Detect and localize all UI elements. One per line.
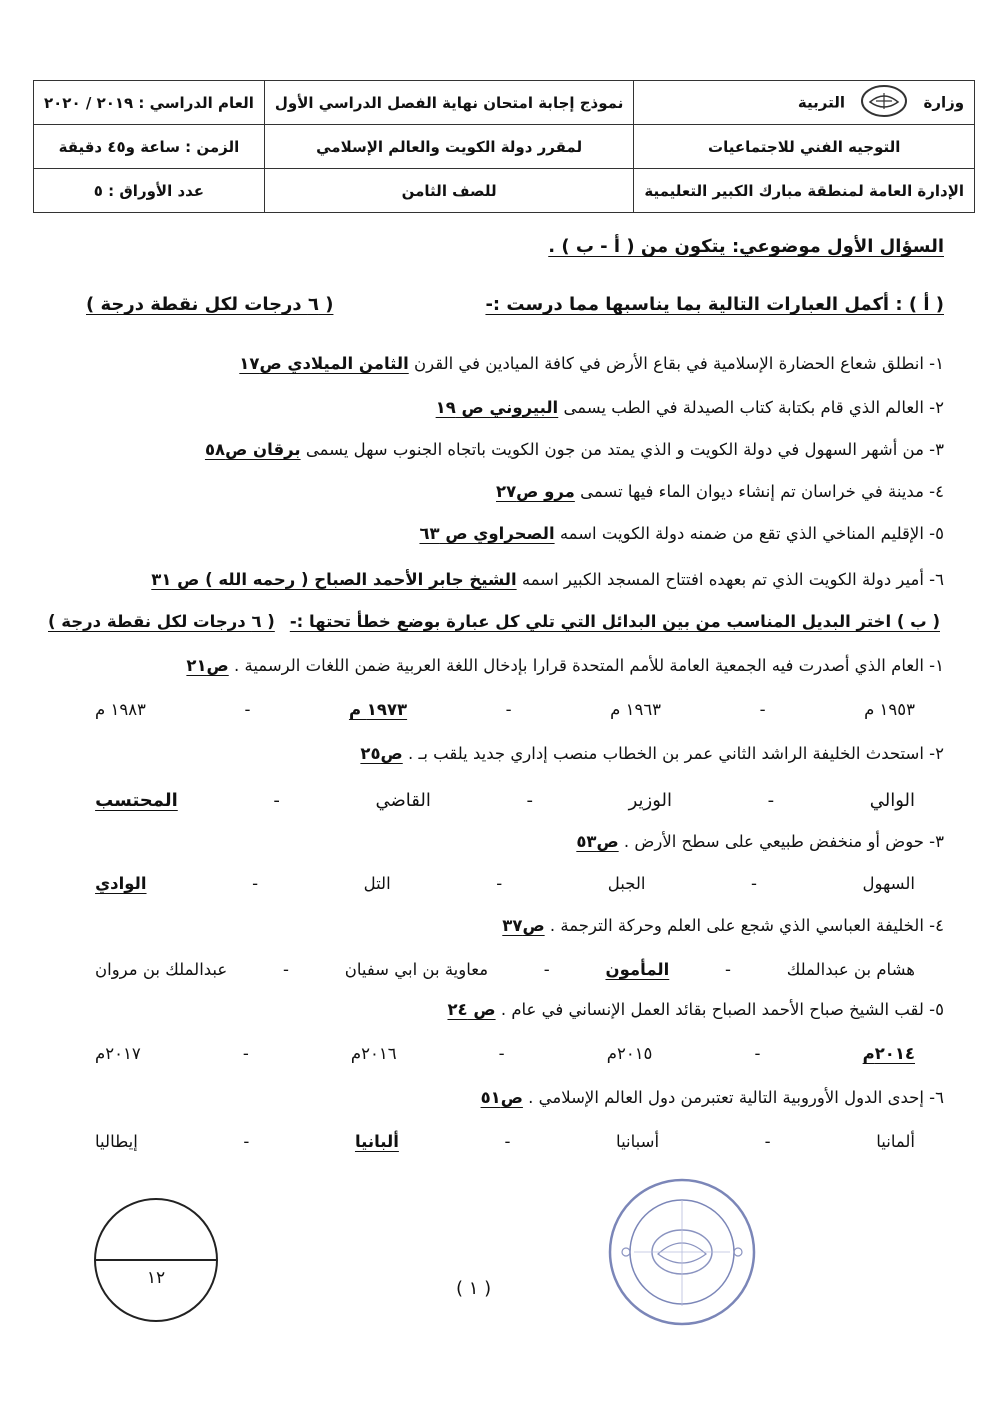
header-time: الزمن : ساعة و٤٥ دقيقة bbox=[34, 125, 265, 169]
part-b-marks: ( ٦ درجات لكل نقطة درجة ) bbox=[48, 612, 275, 631]
part-b-question: ٣- حوض أو منخفض طبيعي على سطح الأرض . ص٥٣ bbox=[576, 832, 944, 851]
option[interactable]: الوالي bbox=[869, 790, 915, 811]
option[interactable]: الوزير bbox=[628, 790, 672, 811]
part-a-item: ٣- من أشهر السهول في دولة الكويت و الذي يمتد من جون الكويت باتجاه الجنوب سهل يسمى برقان ص٥٨ bbox=[204, 440, 944, 459]
page-number: ( ١ ) bbox=[456, 1278, 492, 1299]
header-grade: للصف الثامن bbox=[264, 169, 633, 213]
question-1-title: السؤال الأول موضوعي: يتكون من ( أ - ب ) . bbox=[548, 236, 944, 257]
part-b-options: الوالي - الوزير - القاضي - المحتسب bbox=[95, 790, 915, 811]
part-a-item: ٢- العالم الذي قام بكتابة كتاب الصيدلة في الطب يسمى البيروني ص ١٩ bbox=[435, 398, 944, 417]
part-a-item: ٤- مدينة في خراسان تم إنشاء ديوان الماء فيها تسمى مرو ص٢٧ bbox=[496, 482, 944, 501]
kuwait-emblem-icon bbox=[860, 84, 908, 122]
part-b-question: ٦- إحدى الدول الأوروبية التالية تعتبرمن دول العالم الإسلامي . ص٥١ bbox=[480, 1088, 944, 1107]
option[interactable]: ١٩٦٣ م bbox=[610, 700, 662, 719]
header-admin: الإدارة العامة لمنطقة مبارك الكبير التعليمية bbox=[634, 169, 975, 213]
part-a-title: ( أ ) : أكمل العبارات التالية بما يناسبها مما درست :- bbox=[485, 294, 944, 315]
option[interactable]: ١٩٧٣ م bbox=[348, 700, 408, 719]
part-a-item: ١- انطلق شعاع الحضارة الإسلامية في بقاع الأرض في كافة الميادين في القرن الثامن الميلادي ص١٧ bbox=[239, 354, 944, 373]
part-b-options: السهول - الجبل - التل - الوادي bbox=[95, 874, 915, 893]
part-b-question: ٥- لقب الشيخ صباح الأحمد الصباح بقائد العمل الإنساني في عام . ص ٢٤ bbox=[447, 1000, 944, 1019]
option[interactable]: الوادي bbox=[95, 874, 147, 893]
option[interactable]: هشام بن عبدالملك bbox=[786, 960, 915, 979]
option[interactable]: التل bbox=[363, 874, 391, 893]
score-circle-shape bbox=[92, 1196, 220, 1324]
header-title: نموذج إجابة امتحان نهاية الفصل الدراسي الأول bbox=[264, 81, 633, 125]
header-dept: التوجيه الفني للاجتماعيات bbox=[634, 125, 975, 169]
option[interactable]: السهول bbox=[862, 874, 915, 893]
option[interactable]: ألبانيا bbox=[354, 1132, 399, 1151]
header-table bbox=[33, 80, 975, 213]
option[interactable]: إيطاليا bbox=[95, 1132, 138, 1151]
header-year: العام الدراسي : ٢٠١٩ / ٢٠٢٠ bbox=[34, 81, 265, 125]
part-b-title: ( ب ) اختر البديل المناسب من بين البدائل التي تلي كل عبارة بوضع خطأ تحتها :- bbox=[289, 612, 940, 631]
option[interactable]: معاوية بن ابي سفيان bbox=[344, 960, 489, 979]
option[interactable]: أسبانيا bbox=[616, 1132, 660, 1151]
header-ministry: وزارة التربية bbox=[634, 81, 975, 125]
part-b-question: ١- العام الذي أصدرت فيه الجمعية العامة للأمم المتحدة قرارا بإدخال اللغة العربية ضمن اللغات الرسمية . ص٢١ bbox=[186, 656, 944, 675]
score-circle bbox=[92, 1196, 220, 1324]
score-value: ١٢ bbox=[146, 1268, 166, 1288]
part-b-options: ٢٠١٤م - ٢٠١٥م - ٢٠١٦م - ٢٠١٧م bbox=[95, 1044, 915, 1063]
option[interactable]: ٢٠١٤م bbox=[862, 1044, 915, 1063]
option[interactable]: ١٩٨٣ م bbox=[95, 700, 146, 719]
header-pages: عدد الأوراق : ٥ bbox=[34, 169, 265, 213]
option[interactable]: ١٩٥٣ م bbox=[864, 700, 915, 719]
part-b-question: ٤- الخليفة العباسي الذي شجع على العلم وحركة الترجمة . ص٣٧ bbox=[502, 916, 944, 935]
option[interactable]: المأمون bbox=[605, 960, 670, 979]
header-course: لمقرر دولة الكويت والعالم الإسلامي bbox=[264, 125, 633, 169]
part-a-marks: ( ٦ درجات لكل نقطة درجة ) bbox=[86, 294, 334, 315]
part-b-options: هشام بن عبدالملك - المأمون - معاوية بن ابي سفيان - عبدالملك بن مروان bbox=[95, 960, 915, 979]
option[interactable]: ٢٠١٥م bbox=[606, 1044, 653, 1063]
option[interactable]: عبدالملك بن مروان bbox=[95, 960, 228, 979]
option[interactable]: القاضي bbox=[375, 790, 431, 811]
part-a-item: ٥- الإقليم المناخي الذي تقع من ضمنه دولة الكويت اسمه الصحراوي ص ٦٣ bbox=[419, 524, 944, 543]
option[interactable]: ٢٠١٧م bbox=[95, 1044, 141, 1063]
option[interactable]: المحتسب bbox=[95, 790, 178, 811]
part-b-options: ألمانيا - أسبانيا - ألبانيا - إيطاليا bbox=[95, 1132, 915, 1151]
option[interactable]: ألمانيا bbox=[876, 1132, 915, 1151]
official-stamp-icon bbox=[606, 1176, 758, 1328]
part-a-item: ٦- أمير دولة الكويت الذي تم بعهده افتتاح المسجد الكبير اسمه الشيخ جابر الأحمد الصباح ( رحمه الله ) ص ٣١ bbox=[151, 570, 944, 589]
option[interactable]: الجبل bbox=[607, 874, 646, 893]
option[interactable]: ٢٠١٦م bbox=[350, 1044, 397, 1063]
part-b-options: ١٩٥٣ م - ١٩٦٣ م - ١٩٧٣ م - ١٩٨٣ م bbox=[95, 700, 915, 719]
part-b-question: ٢- استحدث الخليفة الراشد الثاني عمر بن الخطاب منصب إداري جديد يلقب بـ . ص٢٥ bbox=[360, 744, 944, 763]
